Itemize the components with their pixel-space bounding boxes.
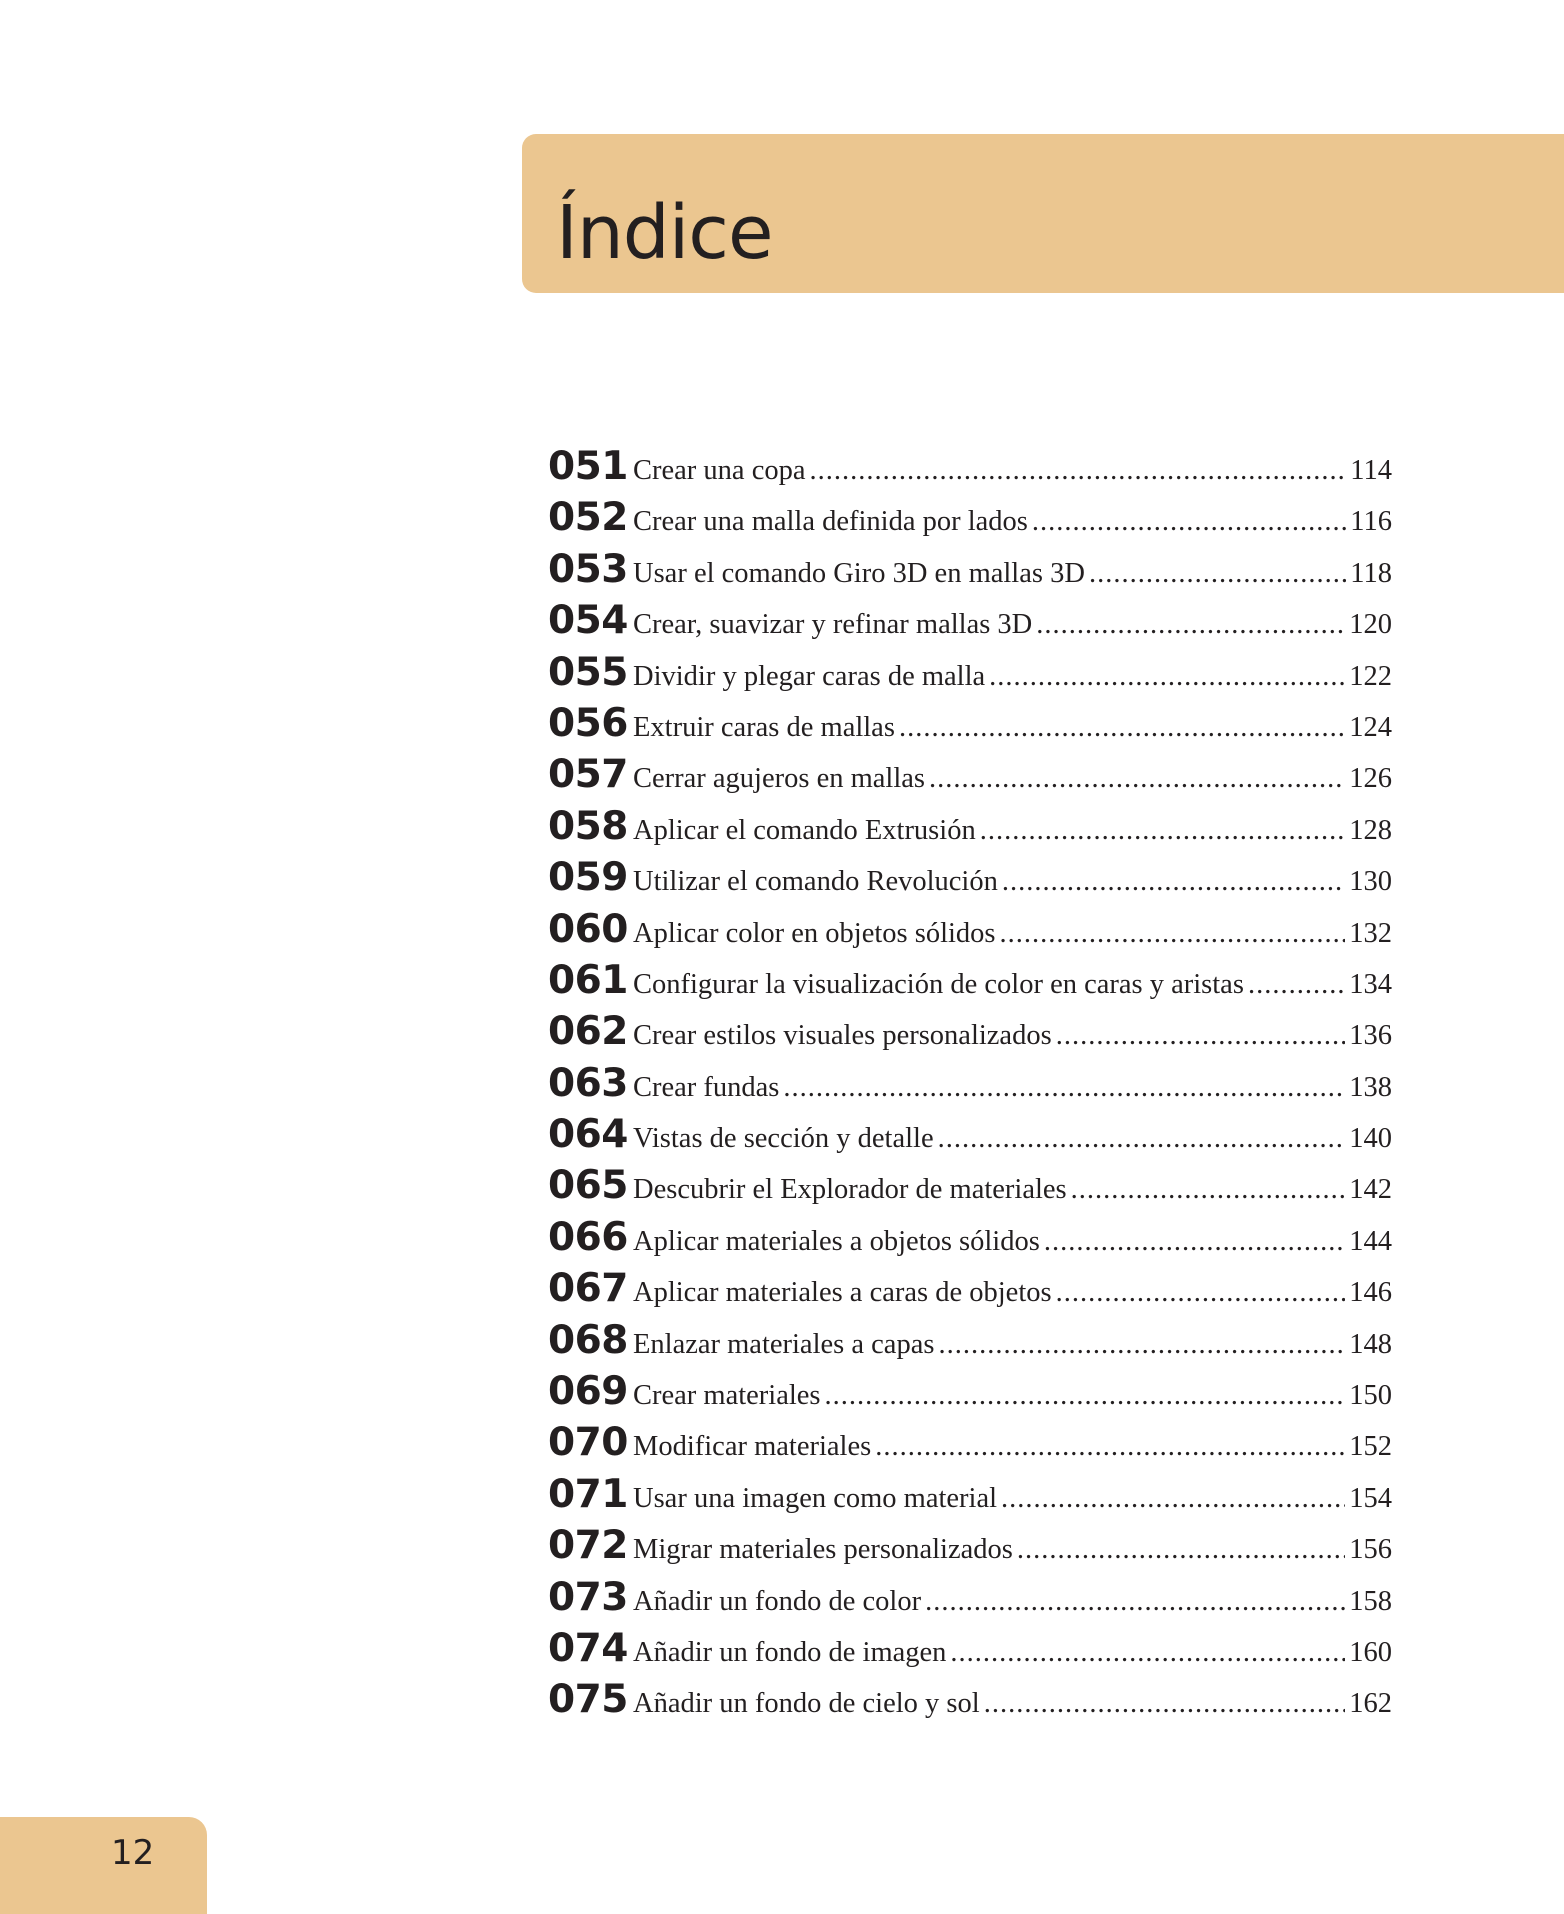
toc-dot-leader bbox=[925, 1586, 1345, 1618]
toc-entry[interactable] bbox=[548, 958, 1392, 1009]
toc-entry-page: 126 bbox=[1349, 763, 1392, 795]
toc-entry-page: 142 bbox=[1349, 1174, 1392, 1206]
toc-entry-title: Crear una copa bbox=[633, 455, 806, 486]
toc-entry-title: Utilizar el comando Revolución bbox=[633, 866, 998, 898]
toc-entry-title: Vistas de sección y detalle bbox=[633, 1123, 934, 1155]
toc-entry-number: 057 bbox=[548, 752, 628, 798]
toc-entry[interactable] bbox=[548, 1215, 1392, 1266]
toc-dot-leader bbox=[1248, 969, 1345, 1001]
toc-entry-title: Extruir caras de mallas bbox=[633, 711, 895, 743]
toc-entry-page: 130 bbox=[1349, 866, 1392, 898]
toc-entry[interactable] bbox=[548, 1677, 1392, 1728]
table-of-contents bbox=[548, 444, 1392, 1729]
toc-dot-leader bbox=[1089, 558, 1346, 590]
toc-entry-title: Crear fundas bbox=[633, 1071, 780, 1103]
toc-entry[interactable] bbox=[548, 701, 1392, 752]
toc-entry-page: 148 bbox=[1349, 1328, 1392, 1360]
toc-entry[interactable] bbox=[548, 598, 1392, 649]
toc-entry-page: 144 bbox=[1349, 1225, 1392, 1257]
toc-entry[interactable] bbox=[548, 855, 1392, 906]
toc-entry[interactable] bbox=[548, 1472, 1392, 1523]
toc-entry-page: 128 bbox=[1349, 814, 1392, 846]
toc-entry-title: Añadir un fondo de cielo y sol bbox=[633, 1688, 980, 1720]
toc-entry-title: Aplicar materiales a objetos sólidos bbox=[633, 1225, 1040, 1257]
toc-entry-title: Enlazar materiales a capas bbox=[633, 1328, 935, 1360]
toc-entry-page: 154 bbox=[1349, 1482, 1392, 1514]
toc-entry-title: Crear una malla definida por lados bbox=[633, 506, 1028, 538]
toc-entry-title: Modificar materiales bbox=[633, 1431, 872, 1463]
toc-entry-title: Configurar la visualización de color en caras y aristas bbox=[633, 968, 1244, 1000]
toc-entry[interactable] bbox=[548, 1523, 1392, 1574]
toc-entry-number: 073 bbox=[548, 1574, 628, 1620]
toc-entry[interactable] bbox=[548, 650, 1392, 701]
toc-entry-number: 069 bbox=[548, 1369, 628, 1415]
toc-entry-page: 120 bbox=[1349, 609, 1392, 641]
toc-entry-number: 065 bbox=[548, 1163, 628, 1209]
toc-entry-number: 051 bbox=[548, 444, 628, 489]
toc-entry-number: 061 bbox=[548, 957, 628, 1003]
toc-entry-page: 140 bbox=[1349, 1123, 1392, 1155]
toc-dot-leader bbox=[825, 1380, 1346, 1412]
toc-dot-leader bbox=[1017, 1534, 1345, 1566]
toc-dot-leader bbox=[1071, 1174, 1346, 1206]
toc-entry-page: 132 bbox=[1349, 917, 1392, 949]
page-number-tab bbox=[0, 1817, 207, 1914]
toc-entry[interactable] bbox=[548, 1112, 1392, 1163]
toc-entry-title: Añadir un fondo de imagen bbox=[633, 1636, 947, 1668]
toc-entry[interactable] bbox=[548, 1009, 1392, 1060]
toc-entry-page: 134 bbox=[1349, 968, 1392, 1000]
toc-entry-title: Crear materiales bbox=[633, 1380, 821, 1412]
toc-entry-page: 162 bbox=[1349, 1688, 1392, 1720]
toc-dot-leader bbox=[810, 455, 1347, 487]
toc-entry-title: Aplicar el comando Extrusión bbox=[633, 814, 976, 846]
toc-entry[interactable] bbox=[548, 752, 1392, 803]
toc-entry-page: 138 bbox=[1349, 1071, 1392, 1103]
toc-entry-number: 055 bbox=[548, 649, 628, 695]
page-title: Índice bbox=[556, 190, 773, 276]
toc-entry-title: Cerrar agujeros en mallas bbox=[633, 763, 925, 795]
toc-entry[interactable] bbox=[548, 1163, 1392, 1214]
toc-entry-number: 072 bbox=[548, 1523, 628, 1569]
toc-entry[interactable] bbox=[548, 1369, 1392, 1420]
toc-entry-number: 067 bbox=[548, 1266, 628, 1312]
toc-entry-number: 070 bbox=[548, 1420, 628, 1466]
toc-entry-number: 071 bbox=[548, 1471, 628, 1517]
toc-entry-page: 160 bbox=[1349, 1636, 1392, 1668]
toc-entry[interactable] bbox=[548, 1318, 1392, 1369]
toc-entry-number: 068 bbox=[548, 1317, 628, 1363]
toc-dot-leader bbox=[875, 1431, 1345, 1463]
toc-entry-page: 152 bbox=[1349, 1431, 1392, 1463]
toc-dot-leader bbox=[1001, 1483, 1345, 1515]
toc-entry-page: 114 bbox=[1350, 455, 1392, 486]
toc-entry-page: 150 bbox=[1349, 1380, 1392, 1412]
toc-entry-number: 060 bbox=[548, 906, 628, 952]
toc-entry[interactable] bbox=[548, 1626, 1392, 1677]
toc-dot-leader bbox=[938, 1123, 1346, 1155]
toc-dot-leader bbox=[1056, 1020, 1346, 1052]
toc-entry-number: 056 bbox=[548, 700, 628, 746]
toc-dot-leader bbox=[938, 1329, 1345, 1361]
toc-dot-leader bbox=[1036, 609, 1345, 641]
toc-entry-title: Usar una imagen como material bbox=[633, 1482, 998, 1514]
toc-entry-number: 074 bbox=[548, 1625, 628, 1671]
page-number: 12 bbox=[111, 1833, 155, 1873]
toc-dot-leader bbox=[929, 763, 1345, 795]
toc-entry-title: Aplicar materiales a caras de objetos bbox=[633, 1277, 1052, 1309]
toc-entry[interactable] bbox=[548, 907, 1392, 958]
toc-entry-page: 122 bbox=[1349, 660, 1392, 692]
toc-dot-leader bbox=[1002, 866, 1345, 898]
toc-dot-leader bbox=[1044, 1226, 1345, 1258]
toc-entry[interactable] bbox=[548, 804, 1392, 855]
toc-entry-number: 059 bbox=[548, 855, 628, 901]
toc-entry-number: 058 bbox=[548, 803, 628, 849]
toc-entry-title: Añadir un fondo de color bbox=[633, 1585, 922, 1617]
toc-entry[interactable] bbox=[548, 444, 1392, 495]
toc-entry-title: Usar el comando Giro 3D en mallas 3D bbox=[633, 557, 1085, 589]
toc-entry-number: 066 bbox=[548, 1214, 628, 1260]
toc-entry[interactable] bbox=[548, 495, 1392, 546]
toc-entry-number: 053 bbox=[548, 546, 628, 592]
toc-entry-title: Dividir y plegar caras de malla bbox=[633, 660, 986, 692]
toc-dot-leader bbox=[783, 1072, 1345, 1104]
toc-entry-title: Aplicar color en objetos sólidos bbox=[633, 917, 996, 949]
toc-dot-leader bbox=[950, 1637, 1345, 1669]
toc-entry-title: Crear, suavizar y refinar mallas 3D bbox=[633, 609, 1033, 641]
toc-entry[interactable] bbox=[548, 1575, 1392, 1626]
toc-dot-leader bbox=[980, 815, 1346, 847]
toc-entry-page: 136 bbox=[1349, 1020, 1392, 1052]
toc-entry-title: Descubrir el Explorador de materiales bbox=[633, 1174, 1067, 1206]
toc-entry-page: 158 bbox=[1349, 1585, 1392, 1617]
toc-dot-leader bbox=[899, 712, 1345, 744]
toc-entry[interactable] bbox=[548, 547, 1392, 598]
toc-entry-title: Migrar materiales personalizados bbox=[633, 1534, 1013, 1566]
toc-dot-leader bbox=[984, 1688, 1346, 1720]
toc-entry-page: 116 bbox=[1350, 506, 1392, 538]
toc-entry-number: 063 bbox=[548, 1060, 628, 1106]
toc-entry-page: 146 bbox=[1349, 1277, 1392, 1309]
toc-entry-page: 156 bbox=[1349, 1534, 1392, 1566]
toc-dot-leader bbox=[989, 661, 1345, 693]
toc-dot-leader bbox=[1056, 1277, 1346, 1309]
toc-entry[interactable] bbox=[548, 1061, 1392, 1112]
toc-entry-number: 062 bbox=[548, 1009, 628, 1055]
toc-entry-page: 124 bbox=[1349, 711, 1392, 743]
toc-entry-number: 064 bbox=[548, 1112, 628, 1158]
toc-entry-number: 054 bbox=[548, 598, 628, 644]
toc-entry-number: 052 bbox=[548, 495, 628, 541]
toc-dot-leader bbox=[1032, 506, 1346, 538]
toc-entry[interactable] bbox=[548, 1420, 1392, 1471]
toc-entry-number: 075 bbox=[548, 1677, 628, 1723]
toc-entry-page: 118 bbox=[1350, 557, 1392, 589]
toc-dot-leader bbox=[1000, 918, 1346, 950]
toc-entry[interactable] bbox=[548, 1266, 1392, 1317]
toc-entry-title: Crear estilos visuales personalizados bbox=[633, 1020, 1052, 1052]
